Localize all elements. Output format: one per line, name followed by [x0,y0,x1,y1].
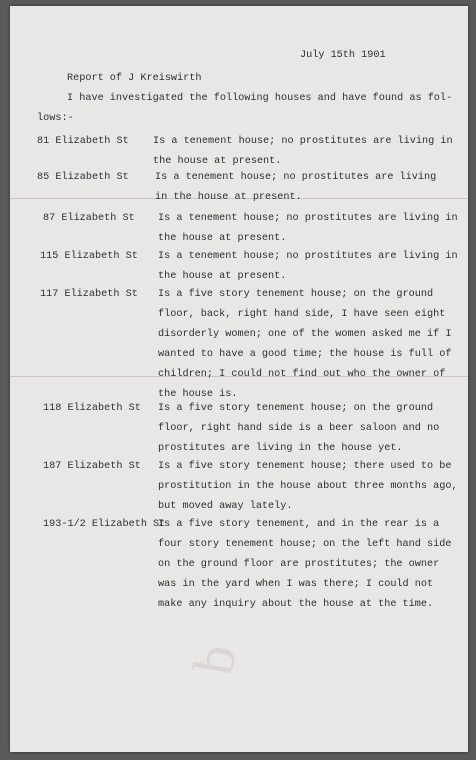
document-page [10,6,468,752]
description-line: prostitutes are living in the house yet. [158,443,403,454]
description-line: Is a tenement house; no prostitutes are living in [158,251,458,262]
description-line: Is a five story tenement, and in the rear is a [158,519,440,530]
entry-address: 81 Elizabeth St [37,136,129,147]
description-line: on the ground floor are prostitutes; the owner [158,559,440,570]
entry-address: 187 Elizabeth St [43,461,141,472]
description-line: Is a five story tenement house; on the ground [158,289,434,300]
entry-description [153,132,453,172]
entry-address: 87 Elizabeth St [43,213,135,224]
entry-address: 115 Elizabeth St [40,251,138,262]
entry-description [155,168,436,208]
description-line: floor, back, right hand side, I have seen eight [158,309,446,320]
description-line: but moved away lately. [158,501,293,512]
entry-description [158,285,451,405]
report-title: Report of J Kreiswirth [67,73,202,84]
description-line: Is a tenement house; no prostitutes are living [155,172,437,183]
description-line: the house at present. [158,271,287,282]
entry-description [158,247,458,287]
description-line: the house at present. [158,233,287,244]
report-date: July 15th 1901 [300,50,386,61]
bleed-through-mark: b [179,639,250,680]
description-line: the house at present. [153,156,282,167]
description-line: Is a tenement house; no prostitutes are living in [153,136,453,147]
description-line: floor, right hand side is a beer saloon and no [158,423,440,434]
entry-address: 193-1/2 Elizabeth St [43,519,166,530]
description-line: disorderly women; one of the women asked me if I [158,329,452,340]
entry-description [158,457,458,517]
entry-description [158,399,439,459]
description-line: the house is. [158,389,238,400]
entry-address: 118 Elizabeth St [43,403,141,414]
intro-line: lows:- [37,113,74,124]
description-line: in the house at present. [155,192,302,203]
description-line: Is a tenement house; no prostitutes are living in [158,213,458,224]
entry-description [158,209,458,249]
description-line: Is a five story tenement house; there used to be [158,461,452,472]
description-line: wanted to have a good time; the house is full of [158,349,452,360]
description-line: four story tenement house; on the left hand side [158,539,452,550]
description-line: make any inquiry about the house at the time. [158,599,434,610]
description-line: prostitution in the house about three months ago, [158,481,458,492]
intro-line: I have investigated the following houses and have found as fol- [67,93,453,104]
description-line: Is a five story tenement house; on the ground [158,403,434,414]
entry-description [158,515,451,615]
description-line: children; I could not find out who the owner of [158,369,446,380]
description-line: was in the yard when I was there; I could not [158,579,434,590]
entry-address: 85 Elizabeth St [37,172,129,183]
entry-address: 117 Elizabeth St [40,289,138,300]
